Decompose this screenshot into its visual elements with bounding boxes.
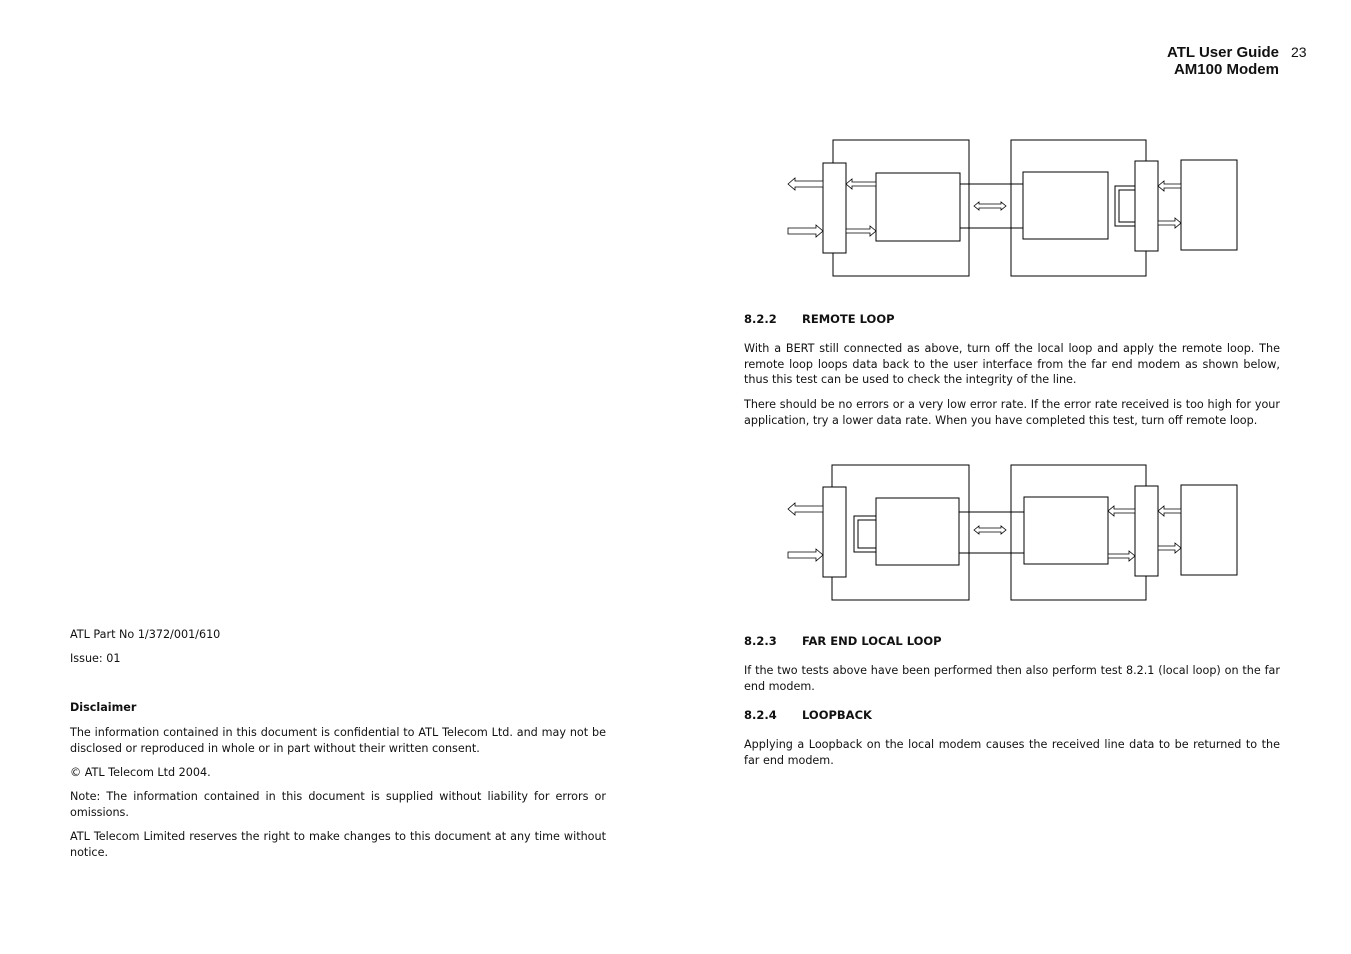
section-heading-8-2-2 (744, 312, 895, 326)
section-title: LOOPBACK (802, 708, 872, 722)
section-number: 8.2.4 (744, 708, 777, 722)
guide-title-line1: ATL User Guide (1167, 44, 1279, 61)
section-title: REMOTE LOOP (802, 312, 895, 326)
section-number: 8.2.3 (744, 634, 777, 648)
section-heading-8-2-4 (744, 708, 872, 722)
remote-loop-diagram-bottom (780, 458, 1250, 608)
rights-text: ATL Telecom Limited reserves the right to make changes to this document at any time without notice. (70, 830, 606, 859)
disclaimer-text: The information contained in this document is confidential to ATL Telecom Ltd. and may not be disclosed or reproduced in whole or in part without their written consent. (70, 726, 606, 755)
section-title: FAR END LOCAL LOOP (802, 634, 942, 648)
note-text: Note: The information contained in this document is supplied without liability for errors or omissions. (70, 790, 606, 819)
remote-loop-diagram-top (780, 134, 1250, 284)
section-paragraph: If the two tests above have been performed then also perform test 8.2.1 (local loop) on the far end modem. (744, 664, 1280, 693)
section-number: 8.2.2 (744, 312, 777, 326)
copyright-text: © ATL Telecom Ltd 2004. (70, 766, 211, 779)
guide-title (1167, 44, 1279, 78)
issue-number: Issue: 01 (70, 652, 121, 665)
part-number: ATL Part No 1/372/001/610 (70, 628, 221, 641)
section-paragraph: There should be no errors or a very low error rate. If the error rate received is too high for your application, try a lower data rate. When you have completed this test, turn off remote loop. (744, 398, 1280, 427)
disclaimer-heading: Disclaimer (70, 701, 137, 714)
section-paragraph: Applying a Loopback on the local modem causes the received line data to be returned to the far end modem. (744, 738, 1280, 767)
section-paragraph: With a BERT still connected as above, turn off the local loop and apply the remote loop. The remote loop loops data back to the user interface from the far end modem as shown below, thus this test can be used to check the integrity of the line. (744, 342, 1280, 387)
section-heading-8-2-3 (744, 634, 942, 648)
page-number: 23 (1291, 44, 1307, 60)
guide-title-line2: AM100 Modem (1173, 61, 1279, 78)
